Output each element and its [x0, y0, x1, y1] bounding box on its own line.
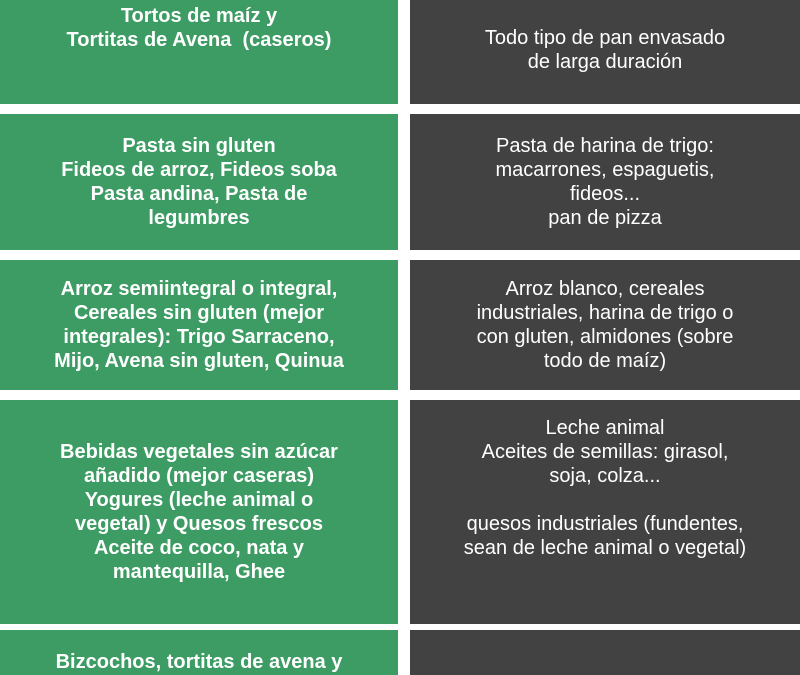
row-4-left-line-5: Aceite de coco, nata y — [93, 537, 305, 559]
row-2-recommended — [0, 114, 398, 250]
row-2-left-line-2: Fideos de arroz, Fideos soba — [61, 159, 337, 181]
row-1-avoid — [410, 0, 800, 104]
row-4-right-line-6: sean de leche animal o vegetal) — [463, 537, 747, 559]
row-3-avoid — [410, 260, 800, 390]
row-4-right-line-5: quesos industriales (fundentes, — [466, 513, 744, 535]
row-1-recommended — [0, 0, 398, 104]
row-2-left-line-1: Pasta sin gluten — [122, 135, 276, 157]
row-2-right-line-3: fideos... — [569, 183, 641, 205]
row-4-left-line-4: vegetal) y Quesos frescos — [75, 513, 323, 535]
row-5-left-line-1: Bizcochos, tortitas de avena y — [55, 651, 343, 673]
row-4-left-line-1: Bebidas vegetales sin azúcar — [60, 441, 338, 463]
row-4-right-line-2: Aceites de semillas: girasol, — [481, 441, 729, 463]
row-2-right-line-1: Pasta de harina de trigo: — [496, 135, 714, 157]
row-4-right-line-1: Leche animal — [545, 417, 665, 439]
row-4-right-spacer — [464, 488, 746, 512]
row-2-right-line-4: pan de pizza — [548, 207, 662, 229]
row-5-avoid — [410, 630, 800, 675]
row-4-left-line-3: Yogures (leche animal o — [84, 489, 314, 511]
row-1-left-line-2: Tortitas de Avena (caseros) — [66, 29, 332, 51]
row-4-left-line-6: mantequilla, Ghee — [112, 561, 286, 583]
row-2-right-line-2: macarrones, espaguetis, — [495, 159, 715, 181]
row-3-right-line-1: Arroz blanco, cereales — [505, 278, 705, 300]
row-3-left-line-2: Cereales sin gluten (mejor — [73, 302, 325, 324]
row-4-avoid — [410, 400, 800, 624]
row-1-left-line-1: Tortos de maíz y — [120, 5, 278, 27]
row-2-left-line-4: legumbres — [148, 207, 250, 229]
row-4-recommended — [0, 400, 398, 624]
row-5-recommended — [0, 630, 398, 675]
row-3-recommended — [0, 260, 398, 390]
row-2-avoid — [410, 114, 800, 250]
row-1-right-line-2: de larga duración — [527, 51, 683, 73]
row-3-left-line-1: Arroz semiintegral o integral, — [60, 278, 338, 300]
row-3-left-line-3: integrales): Trigo Sarraceno, — [63, 326, 335, 348]
row-3-right-line-2: industriales, harina de trigo o — [476, 302, 734, 324]
row-3-left-line-4: Mijo, Avena sin gluten, Quinua — [54, 350, 344, 372]
row-2-left-line-3: Pasta andina, Pasta de — [90, 183, 308, 205]
row-4-left-line-2: añadido (mejor caseras) — [83, 465, 315, 487]
row-1-right-line-1: Todo tipo de pan envasado — [484, 27, 726, 49]
row-4-right-line-3: soja, colza... — [549, 465, 661, 487]
row-3-right-line-3: con gluten, almidones (sobre — [476, 326, 734, 348]
row-3-right-line-4: todo de maíz) — [543, 350, 667, 372]
